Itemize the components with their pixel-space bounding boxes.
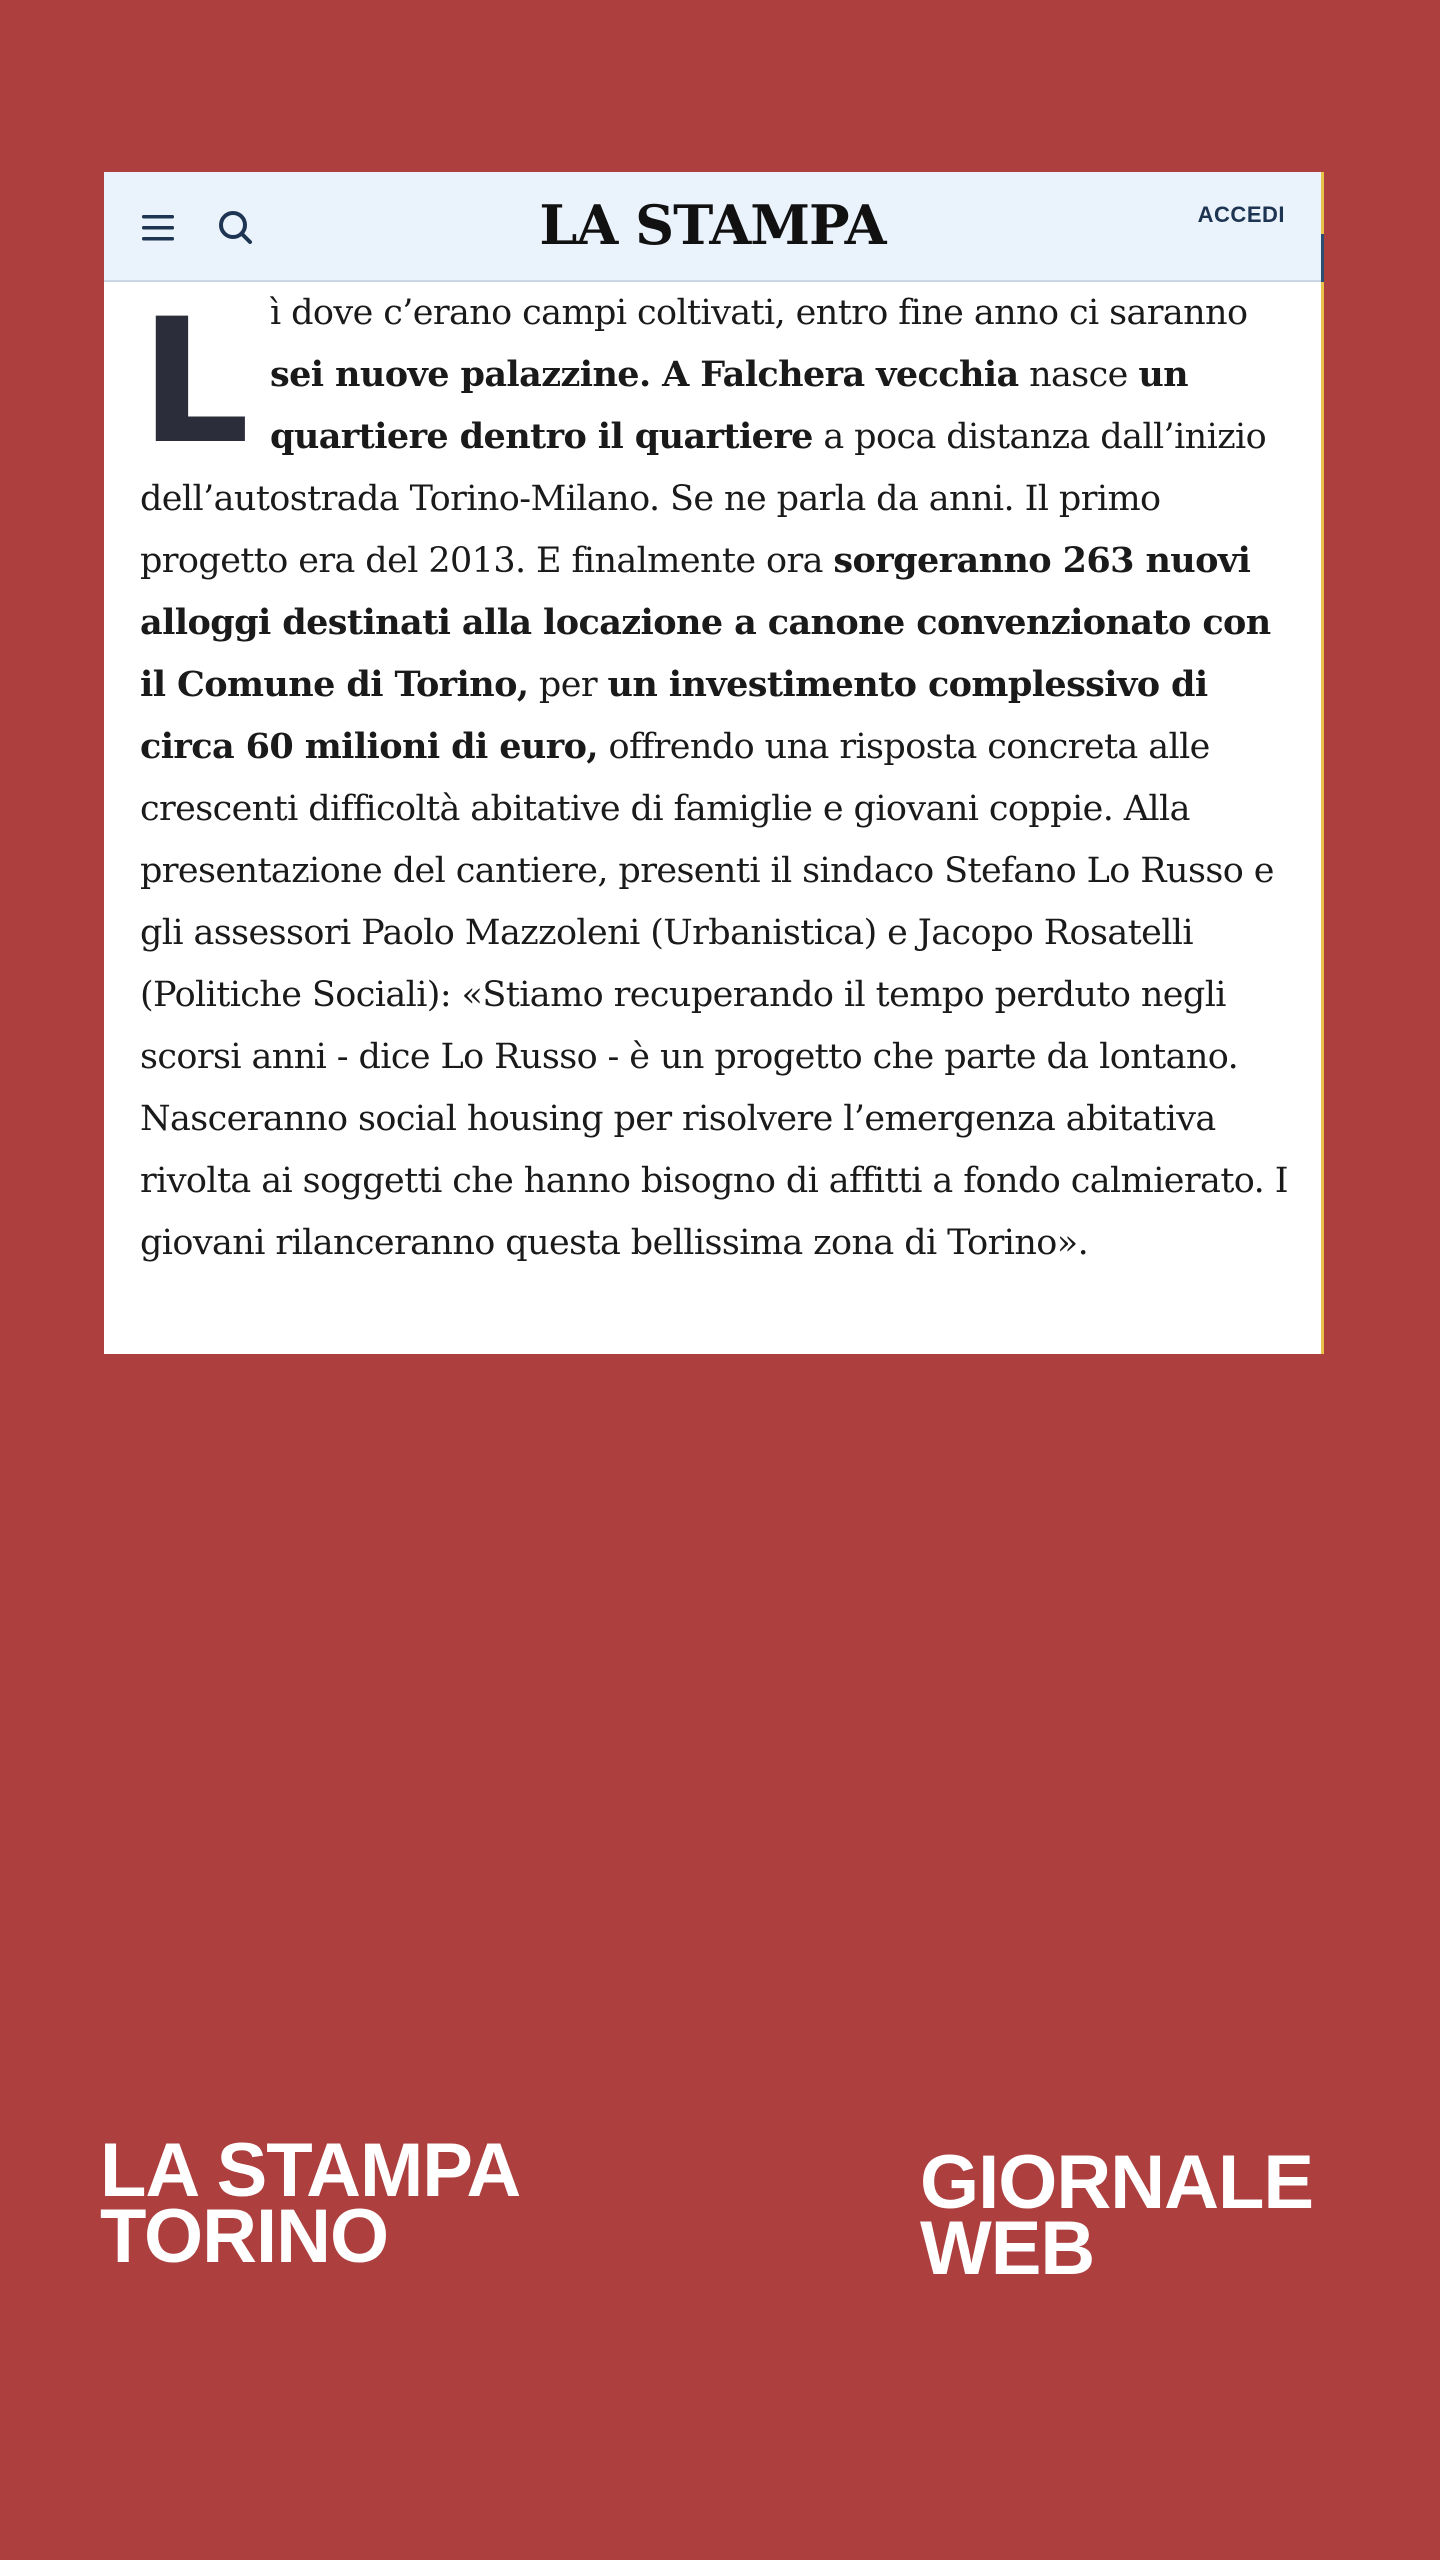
article-body <box>140 282 1290 1274</box>
bold-segment: un quartiere dentro il quartiere <box>270 354 1189 457</box>
bold-segment: sorgeranno 263 nuovi alloggi destinati alla locazione a canone convenzionato con il Comune di Torino, <box>140 540 1271 705</box>
article-paragraph <box>140 282 1290 1274</box>
footer-brand-giornale-web <box>920 2140 1314 2291</box>
login-button[interactable]: ACCEDI <box>1197 202 1285 227</box>
bold-segment: un investimento complessivo di circa 60 milioni di euro, <box>140 664 1208 767</box>
scroll-indicator <box>1321 234 1324 282</box>
footer-brand-torino <box>100 2128 521 2279</box>
text-segment: per <box>528 665 608 705</box>
site-logo[interactable]: LA STAMPA <box>539 193 886 257</box>
footer-brand-line: LA STAMPA <box>100 2128 521 2213</box>
bold-segment: sei nuove palazzine. A Falchera vecchia <box>270 354 1019 395</box>
drop-cap: L <box>140 281 249 482</box>
site-header <box>104 172 1321 282</box>
text-segment: a poca distanza dall’inizio dell’autostrada Torino-Milano. Se ne parla da anni. Il primo progetto era del 2013. E finalmente ora <box>140 417 1267 581</box>
text-segment: offrendo una risposta concreta alle crescenti difficoltà abitative di famiglie e giovani coppie. Alla presentazione del cantiere, presenti il sindaco Stefano Lo Russo e gli assessori Paolo Mazzoleni (Urbanistica) e Jacopo Rosatelli (Politiche Sociali): «Stiamo recuperando il tempo perduto negli scorsi anni - dice Lo Russo - è un progetto che parte da lontano. Nasceranno social housing per risolvere l’emergenza abitativa rivolta ai soggetti che hanno bisogno di affitti a fondo calmierato. I giovani rilanceranno questa bellissima zona di Torino». <box>140 727 1288 1263</box>
text-segment: nasce <box>1018 355 1139 395</box>
footer-brand-line: WEB <box>920 2206 1095 2291</box>
text-segment: ì dove c’erano campi coltivati, entro fine anno ci saranno <box>270 293 1248 333</box>
footer-brand-line: GIORNALE <box>920 2140 1314 2225</box>
footer-brand-line: TORINO <box>100 2194 389 2279</box>
article-card <box>104 172 1324 1354</box>
